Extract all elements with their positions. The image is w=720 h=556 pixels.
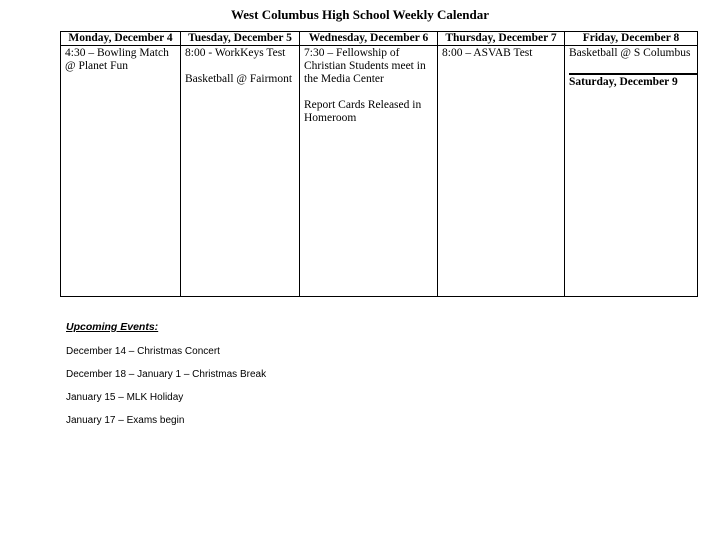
day-cell-monday	[61, 46, 181, 297]
upcoming-event-item: December 18 – January 1 – Christmas Break	[66, 369, 267, 380]
event-item: Basketball @ Fairmont	[185, 73, 293, 85]
upcoming-event-item: January 17 – Exams begin	[66, 415, 185, 426]
day-heading-wednesday: Wednesday, December 6	[300, 32, 438, 46]
event-item: 7:30 – Fellowship of Christian Students meet in the Media Center	[304, 47, 426, 85]
calendar-header-row	[61, 32, 698, 46]
page-title: West Columbus High School Weekly Calendar	[231, 7, 489, 22]
event-item: 4:30 – Bowling Match @ Planet Fun	[65, 47, 169, 72]
upcoming-event-item: January 15 – MLK Holiday	[66, 392, 184, 403]
day-heading-tuesday: Tuesday, December 5	[181, 32, 300, 46]
day-heading-saturday: Saturday, December 9	[569, 76, 678, 88]
day-heading-friday: Friday, December 8	[565, 32, 698, 46]
upcoming-event-item: December 14 – Christmas Concert	[66, 346, 220, 357]
day-cell-thursday	[438, 46, 565, 297]
event-item: 8:00 - WorkKeys Test	[185, 47, 286, 59]
event-item: 8:00 – ASVAB Test	[442, 47, 533, 59]
day-heading-thursday: Thursday, December 7	[438, 32, 565, 46]
upcoming-events-heading: Upcoming Events:	[66, 321, 159, 333]
day-cell-wednesday	[300, 46, 438, 297]
day-cell-friday	[565, 46, 698, 297]
calendar-events-row	[61, 46, 698, 297]
day-cell-tuesday	[181, 46, 300, 297]
event-item: Basketball @ S Columbus	[569, 47, 691, 59]
event-item: Report Cards Released in Homeroom	[304, 99, 422, 124]
weekly-calendar-table	[60, 31, 698, 297]
day-heading-monday: Monday, December 4	[61, 32, 181, 46]
upcoming-events-section	[66, 321, 266, 437]
